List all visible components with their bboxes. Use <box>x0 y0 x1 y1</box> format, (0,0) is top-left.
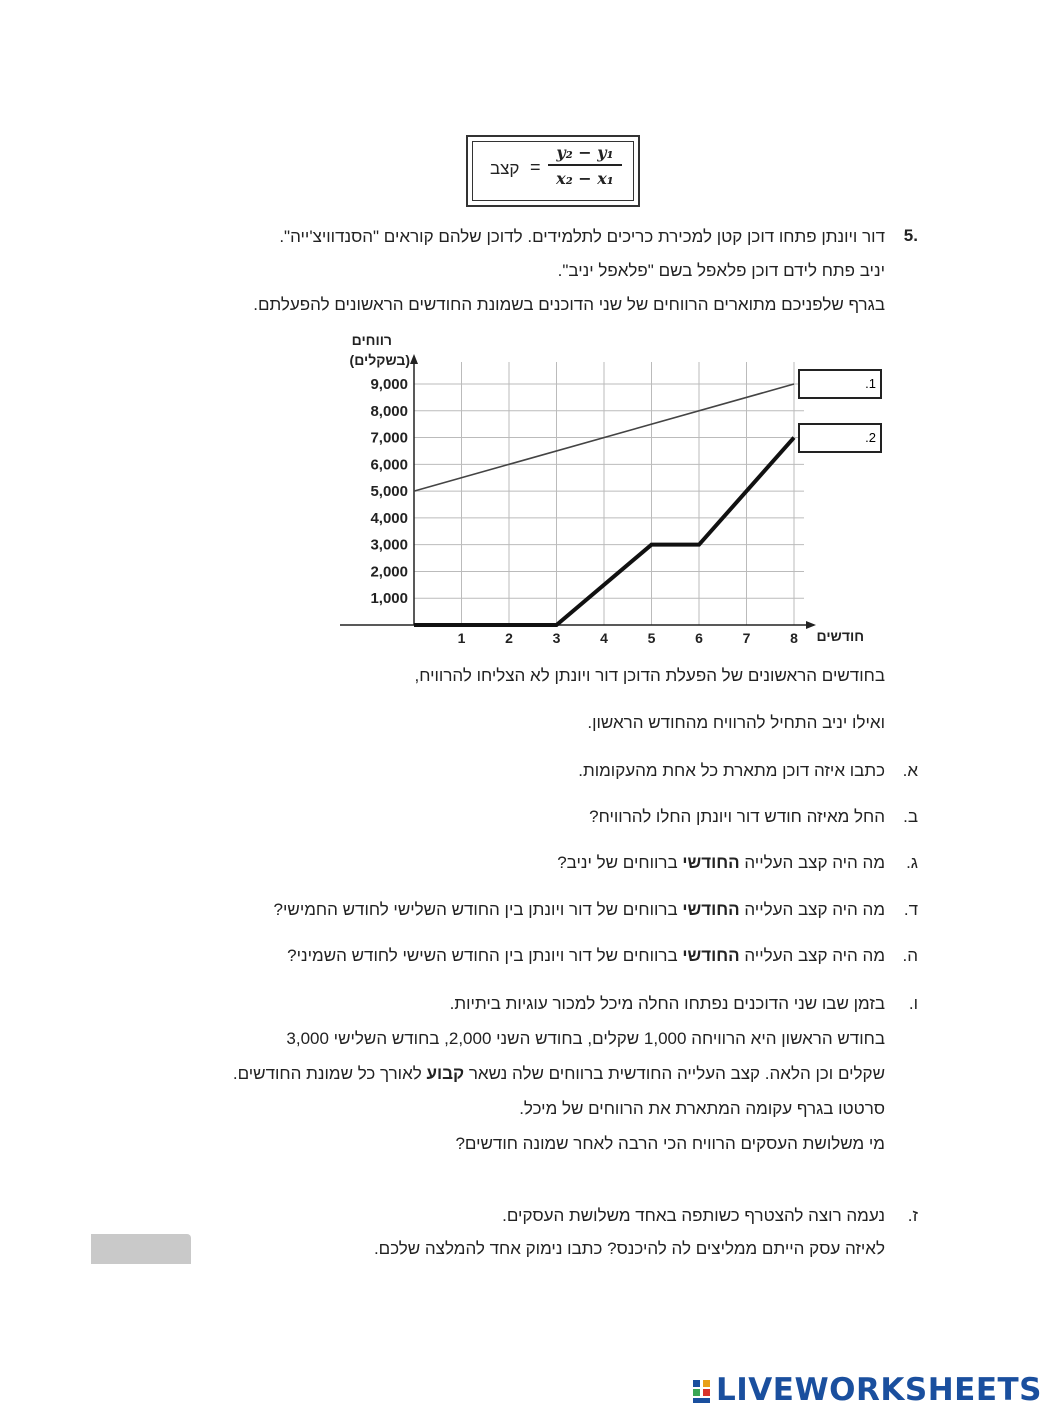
item-bet-text: החל מאיזה חודש דור ויונתן החלו להרוויח? <box>589 807 885 826</box>
item-gimel-post: ברווחים של יניב? <box>557 853 683 872</box>
x-tick-label: 6 <box>695 630 703 646</box>
y-tick-label: 7,000 <box>370 429 408 447</box>
intro-line-3: בגרף שלפניכם מתוארים הרווחים של שני הדוכנים בשמונת החודשים הראשונים להפעלתם. <box>253 295 885 314</box>
item-gimel-pre: מה היה קצב העלייה <box>739 853 885 872</box>
gray-answer-tab[interactable] <box>91 1234 191 1264</box>
x-axis-arrow <box>806 621 816 629</box>
item-letter-dalet: ד. <box>903 900 918 919</box>
item-dalet-post: ברווחים של דור ויונתן בין החודש השלישי לחודש החמישי? <box>273 900 683 919</box>
x-tick-label: 5 <box>647 630 656 646</box>
x-tick-label: 8 <box>790 630 798 646</box>
formula-label: קצב <box>490 159 520 178</box>
after-graph-line-1: בחודשים הראשונים של הפעלת הדוכן דור ויונתן לא הצליחו להרוויח, <box>414 666 885 685</box>
formula-numerator: y₂ − y₁ <box>548 143 622 166</box>
answer-box-2[interactable] <box>799 424 881 452</box>
profit-chart <box>320 328 890 658</box>
y-axis-label-line1: רווחים <box>351 332 392 348</box>
formula-fraction <box>548 143 622 188</box>
intro-line-2: יניב פתח לידם דוכן פלאפל בשם "פלאפל יניב". <box>557 261 885 280</box>
item-dalet-pre: מה היה קצב העלייה <box>739 900 885 919</box>
x-tick-label: 3 <box>552 630 561 646</box>
question-number: .5 <box>903 226 918 245</box>
y-tick-label: 1,000 <box>370 590 408 608</box>
x-tick-label: 1 <box>457 630 466 646</box>
item-he-text <box>287 945 885 967</box>
y-tick-label: 8,000 <box>370 402 408 420</box>
item-letter-vav: ו. <box>908 994 918 1013</box>
y-axis-label-line2: (בשקלים) <box>349 352 410 368</box>
x-axis-label: חודשים <box>816 628 864 644</box>
item-zayin-line-1: נעמה רוצה להצטרף כשותפה באחד משלושת העסקים. <box>502 1206 885 1225</box>
intro-line-1: דור ויונתן פתחו דוכן קטן למכירת כריכים לתלמידים. לדוכן שלהם קוראים "הסנדוויצ'ייה". <box>279 227 885 246</box>
item-letter-bet: ב. <box>903 807 918 826</box>
item-he-pre: מה היה קצב העלייה <box>739 946 885 965</box>
item-vav-line-2: בחודש הראשון היא הרוויחה 1,000 שקלים, בחודש השני 2,000, בחודש השלישי 3,000 <box>286 1029 885 1048</box>
item-zayin-line-2: לאיזה עסק הייתם ממליצים לה להיכנס? כתבו נימוק אחד להמלצה שלכם. <box>373 1239 885 1258</box>
item-vav-line-3 <box>233 1063 885 1085</box>
formula-equals: = <box>530 157 541 177</box>
item-vav-line3-pre: שקלים וכן הלאה. קצב העלייה החודשית ברווחים שלה נשאר <box>464 1064 885 1083</box>
formula-box <box>466 135 640 207</box>
item-dalet-text <box>274 899 885 921</box>
item-vav-line3-post: לאורך כל שמונת החודשים. <box>232 1064 427 1083</box>
x-tick-label: 4 <box>600 630 608 646</box>
watermark-text: LIVEWORKSHEETS <box>716 1372 1042 1408</box>
item-letter-he: ה. <box>902 946 918 965</box>
item-gimel-bold: החודשי <box>682 853 740 872</box>
item-letter-alef: א. <box>902 761 918 780</box>
answer-box-1-label: .1 <box>865 376 876 391</box>
item-gimel-text <box>557 852 885 874</box>
item-vav-line-5: מי משלושת העסקים הרוויח הכי הרבה לאחר שמונה חודשים? <box>455 1134 885 1153</box>
item-letter-gimel: ג. <box>906 853 918 872</box>
answer-box-2-label: .2 <box>865 430 876 445</box>
liveworksheets-logo-icon <box>692 1378 712 1404</box>
y-tick-label: 3,000 <box>370 536 408 554</box>
item-dalet-bold: החודשי <box>682 900 740 919</box>
item-vav-line-4: סרטטו בגרף עקומה המתארת את הרווחים של מיכל. <box>519 1099 885 1118</box>
y-tick-label: 2,000 <box>370 563 408 581</box>
chart-ticks <box>370 376 798 646</box>
item-vav-line-1: בזמן שבו שני הדוכנים נפתחו החלה מיכל למכור עוגיות ביתיות. <box>449 994 885 1013</box>
y-tick-label: 6,000 <box>370 456 408 474</box>
item-vav-line3-bold: קבוע <box>426 1064 465 1083</box>
y-tick-label: 4,000 <box>370 509 408 527</box>
formula-denominator: x₂ − x₁ <box>556 169 614 188</box>
y-tick-label: 5,000 <box>370 483 408 501</box>
y-axis-arrow <box>410 354 418 364</box>
item-alef-text: כתבו איזה דוכן מתארת כל אחת מהעקומות. <box>578 761 885 780</box>
y-tick-label: 9,000 <box>370 376 408 393</box>
after-graph-line-2: ואילו יניב התחיל להרוויח מהחודש הראשון. <box>587 713 885 732</box>
answer-box-1[interactable] <box>799 370 881 398</box>
x-tick-label: 7 <box>742 630 751 646</box>
item-he-bold: החודשי <box>682 946 740 965</box>
item-letter-zayin: ז. <box>907 1206 918 1225</box>
x-tick-label: 2 <box>505 630 513 646</box>
item-he-post: ברווחים של דור ויונתן בין החודש השישי לחודש השמיני? <box>287 946 683 965</box>
